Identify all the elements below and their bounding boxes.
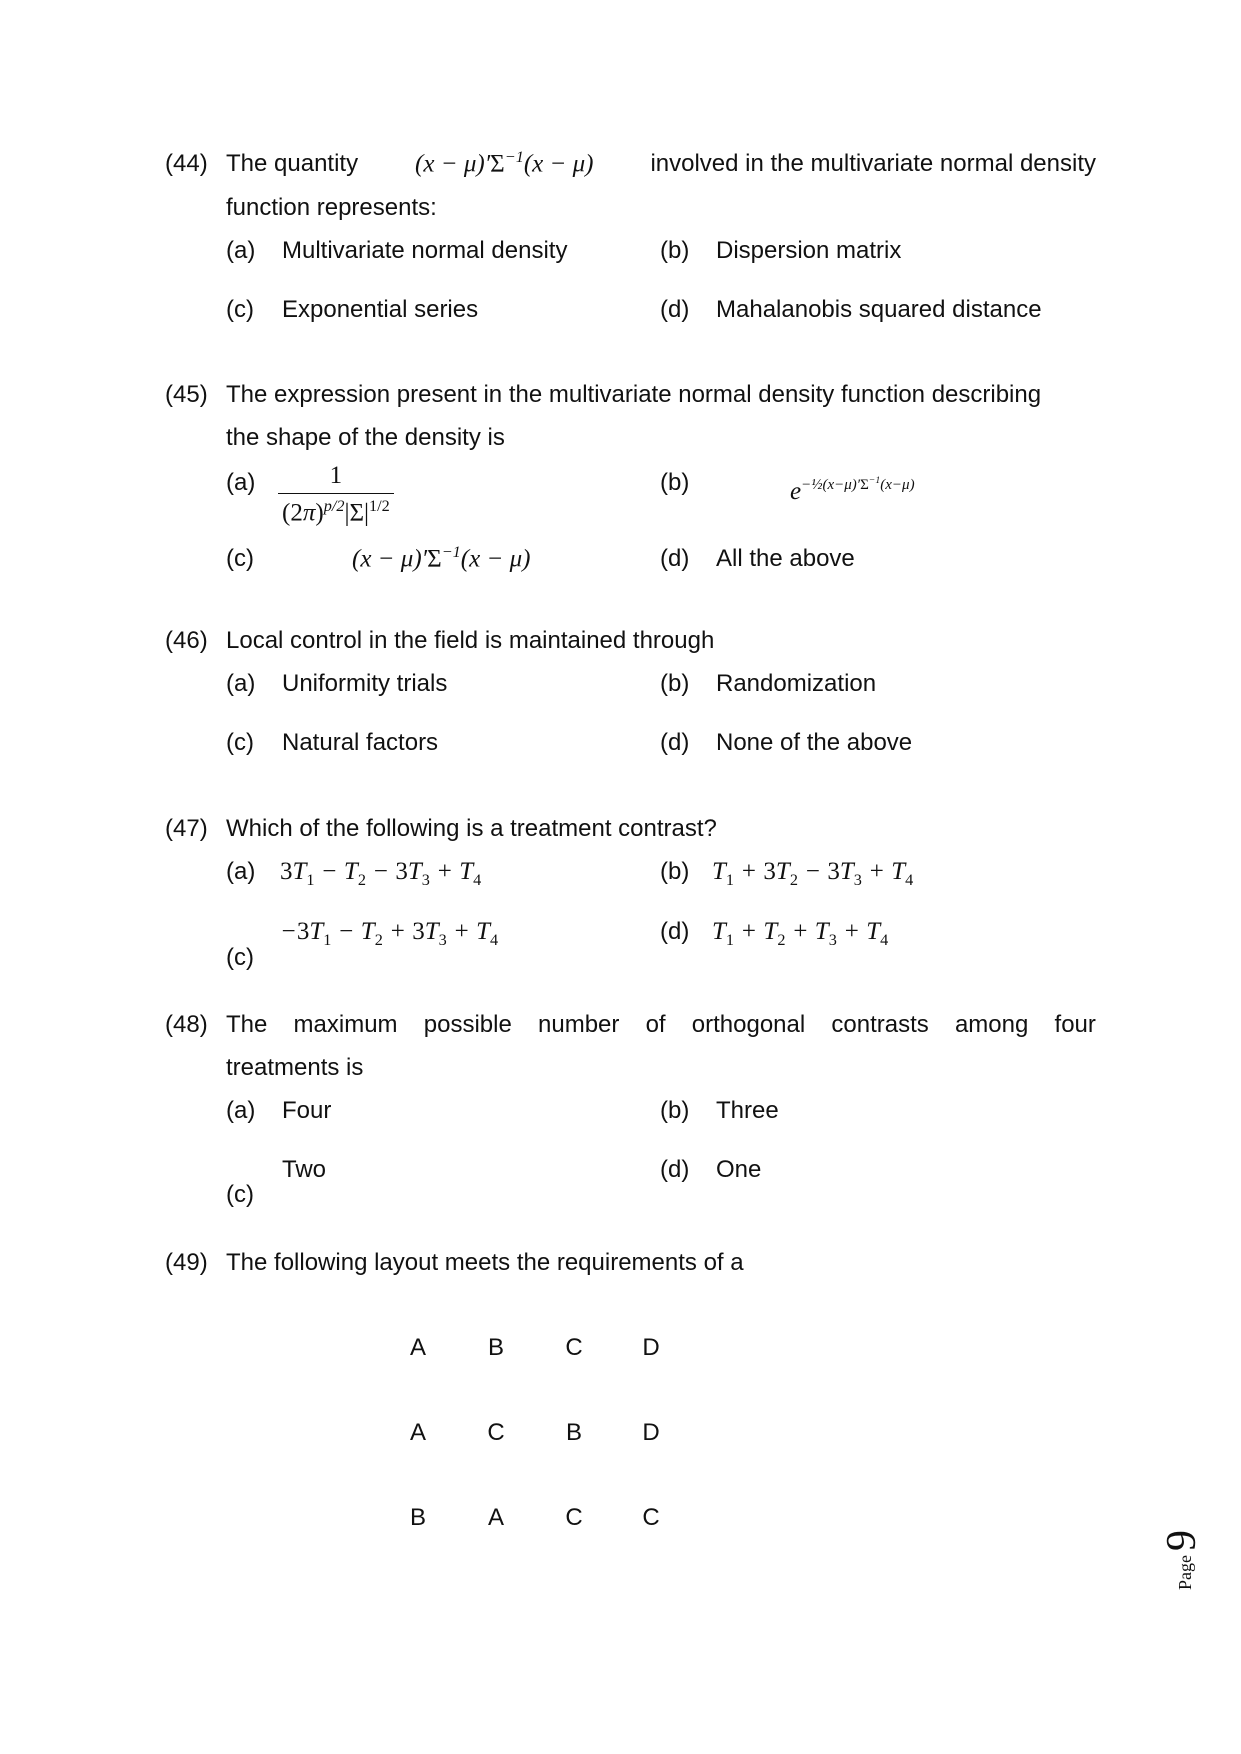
- option-c-text: Two: [282, 1156, 327, 1183]
- question-text-line1: The quantity $(x - \mu)'\Sigma^{-1}(x - \mu)$ involved in the multivariate normal density: [226, 148, 1096, 178]
- layout-cell: C: [487, 1419, 505, 1446]
- option-b-exponential: $e^{-\frac{1}{2}(x-\mu)'\Sigma^{-1}(x-\mu)}$: [790, 475, 915, 505]
- option-d-label: (d): [660, 545, 690, 572]
- option-a-label: (a): [226, 237, 256, 264]
- option-d-text: None of the above: [716, 729, 913, 756]
- option-d-label: (d): [660, 296, 690, 323]
- option-c-text: Exponential series: [282, 296, 479, 323]
- option-b-text: Three: [716, 1097, 779, 1124]
- question-text-line1: The expression present in the multivariate normal density function describing: [226, 381, 1042, 408]
- option-b-label: (b): [660, 670, 690, 697]
- option-b-formula: $T_1 + 3T_2 - 3T_3 + T_4$: [712, 858, 914, 889]
- option-d-label: (d): [660, 729, 690, 756]
- question-number: (48): [165, 1011, 208, 1038]
- fraction-numerator: 1: [329, 462, 343, 489]
- question-number: (46): [165, 627, 208, 654]
- quadratic-form-formula: $(x - \mu)'\Sigma^{-1}(x - \mu)$: [415, 148, 594, 178]
- option-a-label: (a): [226, 858, 256, 885]
- option-c-text: Natural factors: [282, 729, 439, 756]
- layout-cell: A: [487, 1504, 504, 1531]
- option-b-text: Dispersion matrix: [716, 237, 902, 264]
- option-d-text: All the above: [716, 545, 855, 572]
- question-text-line2: treatments is: [226, 1054, 364, 1081]
- option-a-label: (a): [226, 469, 256, 496]
- layout-cell: B: [487, 1334, 504, 1361]
- option-d-label: (d): [660, 1156, 690, 1183]
- page-number-value: 9: [1159, 1530, 1205, 1551]
- question-text-line1: The maximum possible number of orthogonal contrasts among four: [226, 1011, 1096, 1038]
- page-number: [1158, 1530, 1218, 1590]
- question-number: (45): [165, 381, 208, 408]
- question-text: Which of the following is a treatment contrast?: [226, 815, 717, 842]
- option-a-text: Multivariate normal density: [282, 237, 568, 264]
- option-d-text: Mahalanobis squared distance: [716, 296, 1042, 323]
- option-a-label: (a): [226, 1097, 256, 1124]
- question-text: The following layout meets the requirements of a: [226, 1249, 744, 1276]
- option-a-fraction: [278, 462, 394, 527]
- page-word: Page: [1175, 1555, 1195, 1590]
- layout-cell: B: [409, 1504, 426, 1531]
- option-c-label: (c): [226, 545, 254, 572]
- question-text-line2: function represents:: [226, 194, 437, 221]
- option-d-text: One: [716, 1156, 762, 1183]
- question-text-line2: the shape of the density is: [226, 424, 505, 451]
- question-number: (44): [165, 150, 208, 177]
- option-a-formula: $3T_1 - T_2 - 3T_3 + T_4$: [280, 858, 482, 889]
- option-b-label: (b): [660, 469, 690, 496]
- option-a-text: Four: [282, 1097, 332, 1124]
- question-text: Local control in the field is maintained through: [226, 627, 715, 654]
- option-b-text: Randomization: [716, 670, 877, 697]
- layout-cell: D: [642, 1419, 660, 1446]
- question-number: (47): [165, 815, 208, 842]
- layout-cell: C: [642, 1504, 660, 1531]
- question-number: (49): [165, 1249, 208, 1276]
- option-c-label: (c): [226, 944, 254, 971]
- layout-cell: D: [642, 1334, 660, 1361]
- option-c-formula: $-3T_1 - T_2 + 3T_3 + T_4$: [280, 918, 499, 949]
- option-a-text: Uniformity trials: [282, 670, 448, 697]
- option-b-label: (b): [660, 858, 690, 885]
- option-c-label: (c): [226, 296, 254, 323]
- layout-cell: B: [565, 1419, 582, 1446]
- option-d-formula: $T_1 + T_2 + T_3 + T_4$: [712, 918, 889, 949]
- option-c-formula: $(x - \mu)'\Sigma^{-1}(x - \mu)$: [352, 543, 531, 573]
- option-d-label: (d): [660, 918, 690, 945]
- option-b-label: (b): [660, 237, 690, 264]
- fraction-denominator: $(2\pi)^{p/2}|\Sigma|^{1/2}$: [278, 493, 394, 527]
- layout-cell: C: [565, 1334, 583, 1361]
- option-a-label: (a): [226, 670, 256, 697]
- layout-cell: A: [409, 1419, 426, 1446]
- option-c-label: (c): [226, 1181, 254, 1208]
- option-c-label: (c): [226, 729, 254, 756]
- option-b-label: (b): [660, 1097, 690, 1124]
- layout-cell: A: [409, 1334, 426, 1361]
- layout-cell: C: [565, 1504, 583, 1531]
